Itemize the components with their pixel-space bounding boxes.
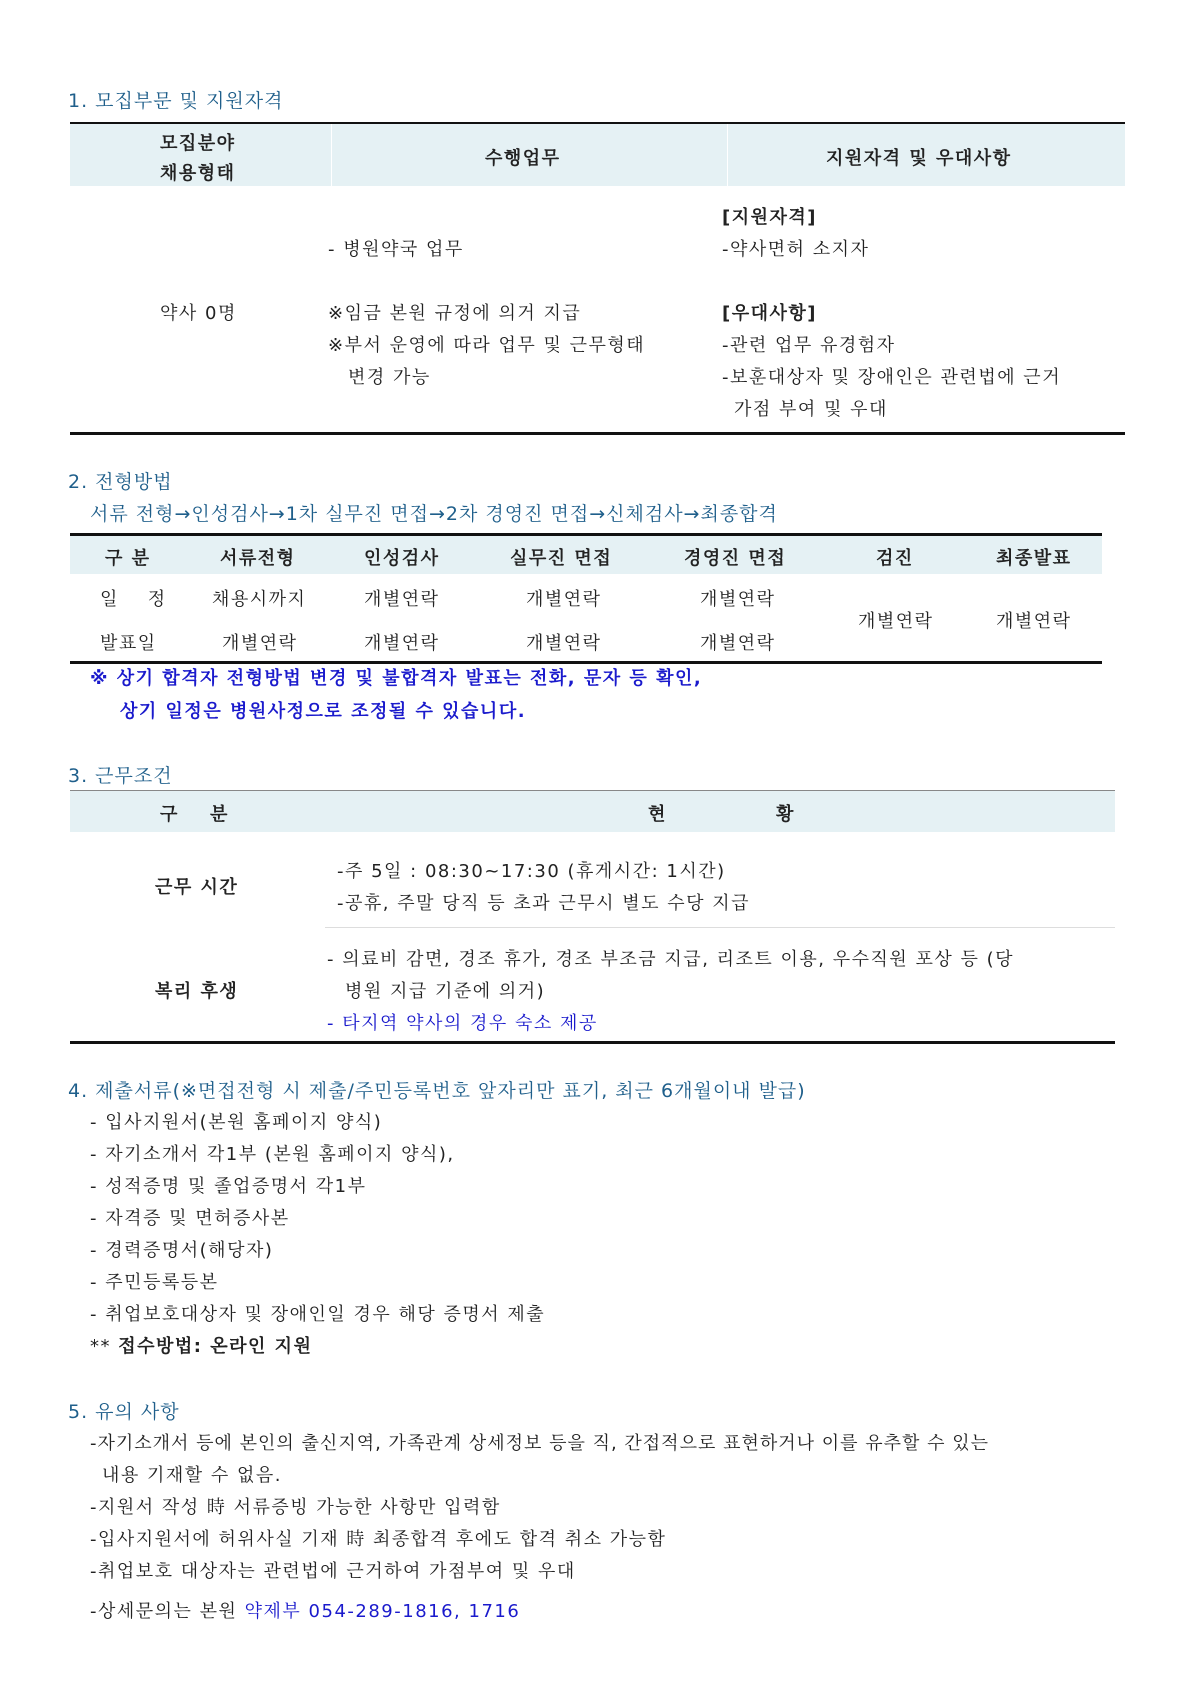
- schedule-note: 상기 일정은 병원사정으로 조정될 수 있습니다.: [120, 701, 527, 722]
- section4-title: 4. 제출서류(※면접전형 시 제출/주민등록번호 앞자리만 표기, 최근 6개월이내 발급): [68, 1080, 806, 1102]
- cell: 채용시까지: [212, 589, 307, 610]
- document-item: - 자격증 및 면허증사본: [90, 1208, 290, 1229]
- notice-item: -입사지원서에 허위사실 기재 時 최종합격 후에도 합격 취소 가능함: [90, 1529, 667, 1550]
- contact-prefix: -상세문의는 본원: [90, 1601, 245, 1622]
- pref-item: -관련 업무 유경험자: [722, 335, 896, 356]
- notice-item: -자기소개서 등에 본인의 출신지역, 가족관계 상세정보 등을 직, 간접적으로 표현하거나 이를 유추할 수 있는: [90, 1433, 989, 1454]
- cell: 개별연락: [526, 633, 602, 654]
- application-method: [90, 1332, 312, 1358]
- application-prefix: **: [90, 1336, 119, 1357]
- header-exec-interview: 경영진 면접: [684, 548, 787, 569]
- header-field-line1: 모집분야: [160, 133, 236, 154]
- contact-info: [90, 1597, 520, 1623]
- table1-header: [70, 124, 1125, 186]
- header-duties: 수행업무: [485, 148, 561, 169]
- welfare-line: 병원 지급 기준에 의거): [345, 981, 546, 1002]
- cell: 개별연락: [364, 633, 440, 654]
- header-checkup: 검진: [876, 548, 914, 569]
- cell: 개별연락: [526, 589, 602, 610]
- work-hours-line: -공휴, 주말 당직 등 초과 근무시 별도 수당 지급: [337, 893, 750, 914]
- duty-line: 변경 가능: [348, 367, 431, 388]
- document-item: - 성적증명 및 졸업증명서 각1부: [90, 1176, 367, 1197]
- pref-item: -보훈대상자 및 장애인은 관련법에 근거: [722, 367, 1062, 388]
- work-hours-label: 근무 시간: [155, 877, 239, 898]
- qual-heading: [지원자격]: [722, 207, 818, 228]
- duty-line: - 병원약국 업무: [328, 239, 464, 260]
- header-qualifications: 지원자격 및 우대사항: [826, 148, 1012, 169]
- pref-item: 가점 부여 및 우대: [734, 399, 888, 420]
- cell: 개별연락: [364, 589, 440, 610]
- application-text: 접수방법: 온라인 지원: [118, 1336, 313, 1357]
- duty-line: ※임금 본원 규정에 의거 지급: [328, 303, 582, 324]
- header-field-line2: 채용형태: [160, 163, 236, 184]
- table3-bottom-rule: [70, 1041, 1115, 1044]
- row-divider: [325, 927, 1115, 928]
- header-status-1: 현: [648, 804, 667, 825]
- cell: 개별연락: [700, 633, 776, 654]
- section2-title: 2. 전형방법: [68, 471, 173, 493]
- header-staff-interview: 실무진 면접: [510, 548, 613, 569]
- row-schedule-label: 일 정: [100, 589, 167, 610]
- document-item: - 입사지원서(본원 홈페이지 양식): [90, 1112, 383, 1133]
- section5-title: 5. 유의 사항: [68, 1401, 180, 1423]
- schedule-note: ※ 상기 합격자 전형방법 변경 및 불합격자 발표는 전화, 문자 등 확인,: [90, 668, 703, 689]
- notice-item: -지원서 작성 時 서류증빙 가능한 사항만 입력함: [90, 1497, 501, 1518]
- cell: 개별연락: [222, 633, 298, 654]
- document-item: - 취업보호대상자 및 장애인일 경우 해당 증명서 제출: [90, 1304, 546, 1325]
- header-category: 구 분: [160, 804, 229, 825]
- pref-heading: [우대사항]: [722, 303, 818, 324]
- document-item: - 경력증명서(해당자): [90, 1240, 274, 1261]
- header-personality: 인성검사: [364, 548, 440, 569]
- notice-item: -취업보호 대상자는 관련법에 근거하여 가점부여 및 우대: [90, 1561, 576, 1582]
- header-divider: [331, 124, 332, 186]
- header-divider: [727, 124, 728, 186]
- field-cell: 약사 0명: [160, 303, 237, 324]
- selection-process: 서류 전형→인성검사→1차 실무진 면접→2차 경영진 면접→신체검사→최종합격: [90, 503, 778, 525]
- contact-phone: 약제부 054-289-1816, 1716: [244, 1601, 521, 1622]
- table1-bottom-rule: [70, 432, 1125, 435]
- header-final: 최종발표: [996, 548, 1072, 569]
- work-hours-line: -주 5일 : 08:30~17:30 (휴게시간: 1시간): [337, 861, 726, 882]
- qual-item: -약사면허 소지자: [722, 239, 870, 260]
- merged-cell-checkup: 개별연락: [858, 611, 934, 632]
- duty-line: ※부서 운영에 따라 업무 및 근무형태: [328, 335, 646, 356]
- section3-title: 3. 근무조건: [68, 765, 173, 787]
- header-category: 구 분: [105, 548, 151, 569]
- row-announce-label: 발표일: [100, 633, 157, 654]
- document-item: - 자기소개서 각1부 (본원 홈페이지 양식),: [90, 1144, 455, 1165]
- merged-cell-final: 개별연락: [996, 611, 1072, 632]
- section1-title: 1. 모집부문 및 지원자격: [68, 90, 284, 112]
- header-status-2: 황: [776, 804, 795, 825]
- document-item: - 주민등록등본: [90, 1272, 219, 1293]
- header-document: 서류전형: [220, 548, 296, 569]
- welfare-label: 복리 후생: [155, 981, 239, 1002]
- notice-item: 내용 기재할 수 없음.: [102, 1465, 282, 1486]
- welfare-line: - 의료비 감면, 경조 휴가, 경조 부조금 지급, 리조트 이용, 우수직원 포상 등 (당: [327, 949, 1015, 970]
- welfare-housing: - 타지역 약사의 경우 숙소 제공: [327, 1013, 598, 1034]
- cell: 개별연락: [700, 589, 776, 610]
